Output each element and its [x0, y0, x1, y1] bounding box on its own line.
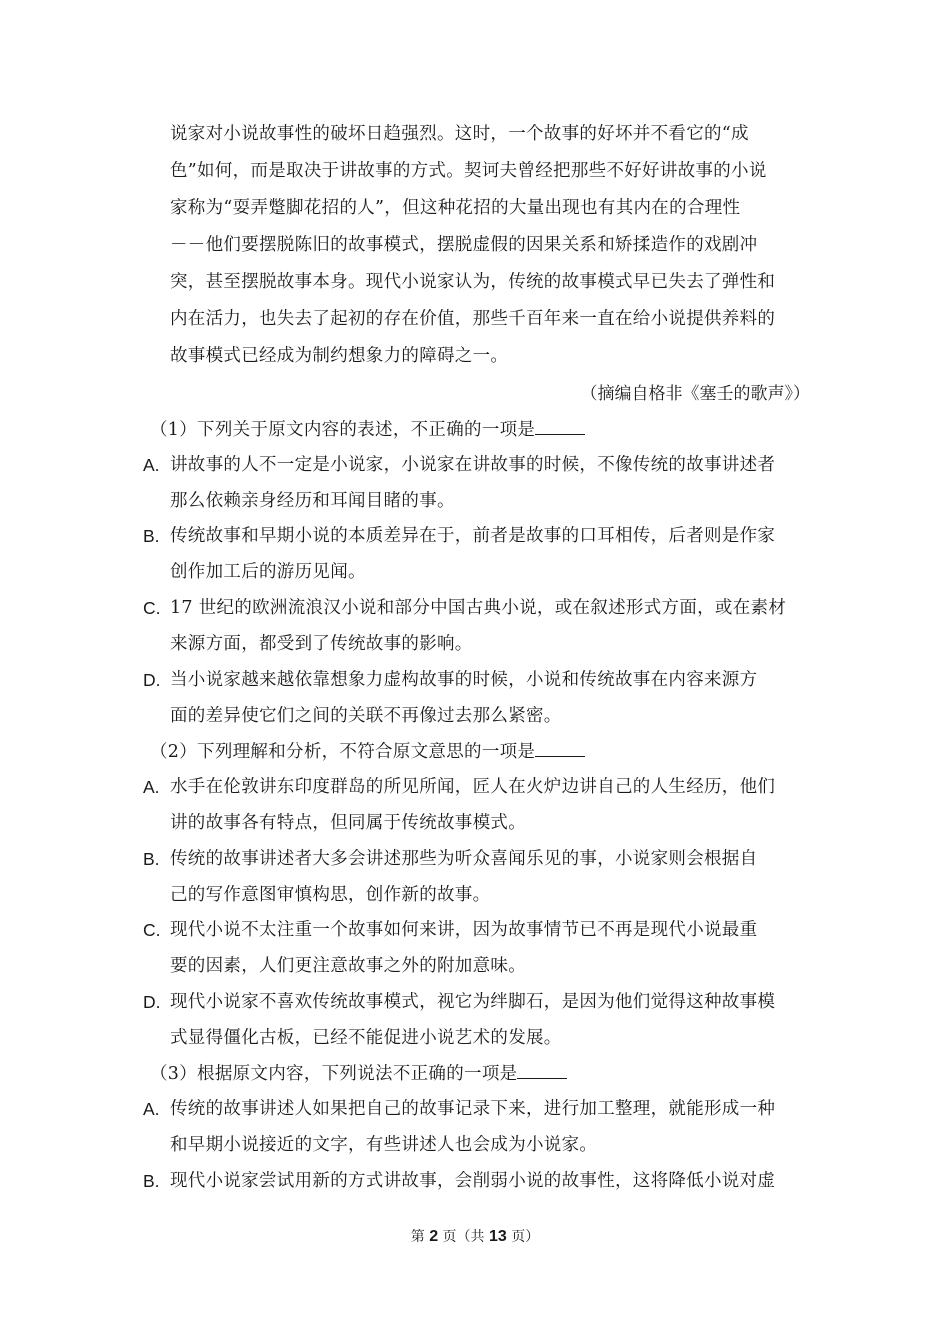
option-line: 讲的故事各有特点，但同属于传统故事模式。	[170, 813, 526, 833]
footer-middle: 页（共	[438, 1229, 489, 1245]
option-letter: D.	[143, 670, 161, 690]
option-line: 创作加工后的游历见闻。	[170, 562, 366, 582]
option-line: 来源方面，都受到了传统故事的影响。	[170, 634, 473, 654]
question-stem-text: （3）根据原文内容，下列说法不正确的一项是	[150, 1064, 518, 1084]
option-letter: A.	[143, 1099, 160, 1119]
question-3-stem	[150, 1056, 567, 1092]
option-line: 讲故事的人不一定是小说家，小说家在讲故事的时候，不像传统的故事讲述者	[170, 455, 776, 475]
passage-line: 故事模式已经成为制约想象力的障碍之一。	[170, 346, 509, 366]
option-line: 要的因素，人们更注意故事之外的附加意味。	[170, 956, 526, 976]
option-letter: B.	[143, 1171, 160, 1191]
option-line: 17 世纪的欧洲流浪汉小说和部分中国古典小说，或在叙述形式方面，或在素材	[170, 598, 787, 618]
option-letter: B.	[143, 849, 160, 869]
page-number: 2	[429, 1228, 439, 1245]
footer-suffix: 页）	[506, 1229, 540, 1245]
answer-blank	[535, 416, 585, 435]
page-footer	[0, 1226, 950, 1246]
option-line: 传统故事和早期小说的本质差异在于，前者是故事的口耳相传，后者则是作家	[170, 526, 776, 546]
option-line: 那么依赖亲身经历和耳闻目睹的事。	[170, 491, 455, 511]
passage-line: 突，甚至摆脱故事本身。现代小说家认为，传统的故事模式早已失去了弹性和	[170, 272, 776, 292]
option-line: 和早期小说接近的文字，有些讲述人也会成为小说家。	[170, 1135, 598, 1155]
option-letter: C.	[143, 598, 161, 618]
option-line: 现代小说家尝试用新的方式讲故事，会削弱小说的故事性，这将降低小说对虚	[170, 1171, 776, 1191]
passage-line: 内在活力，也失去了起初的存在价值，那些千百年来一直在给小说提供养料的	[170, 309, 776, 329]
passage-line: 家称为“耍弄蹩脚花招的人”，但这种花招的大量出现也有其内在的合理性	[170, 198, 741, 218]
option-line: 传统的故事讲述人如果把自己的故事记录下来，进行加工整理，就能形成一种	[170, 1099, 776, 1119]
passage-line: 色”如何，而是取决于讲故事的方式。契诃夫曾经把那些不好好讲故事的小说	[170, 161, 767, 181]
option-letter: C.	[143, 920, 161, 940]
option-line: 现代小说不太注重一个故事如何来讲，因为故事情节已不再是现代小说最重	[170, 920, 758, 940]
option-letter: B.	[143, 526, 160, 546]
question-stem-text: （1）下列关于原文内容的表述，不正确的一项是	[150, 420, 536, 440]
passage	[170, 116, 810, 375]
answer-blank	[517, 1060, 567, 1079]
option-line: 现代小说家不喜欢传统故事模式，视它为绊脚石，是因为他们觉得这种故事模	[170, 992, 776, 1012]
option-letter: D.	[143, 992, 161, 1012]
question-stem-text: （2）下列理解和分析，不符合原文意思的一项是	[150, 742, 536, 762]
option-letter: A.	[143, 455, 160, 475]
question-1-stem	[150, 412, 585, 448]
option-line: 传统的故事讲述者大多会讲述那些为听众喜闻乐见的事，小说家则会根据自	[170, 849, 758, 869]
option-line: 水手在伦敦讲东印度群岛的所见所闻，匠人在火炉边讲自己的人生经历，他们	[170, 777, 776, 797]
question-2-stem	[150, 734, 585, 770]
answer-blank	[535, 738, 585, 757]
option-line: 己的写作意图审慎构思，创作新的故事。	[170, 885, 491, 905]
option-line: 式显得僵化古板，已经不能促进小说艺术的发展。	[170, 1028, 562, 1048]
option-line: 面的差异使它们之间的关联不再像过去那么紧密。	[170, 706, 562, 726]
source-citation: （摘编自格非《塞壬的歌声》）	[580, 384, 810, 404]
passage-line: 说家对小说故事性的破坏日趋强烈。这时，一个故事的好坏并不看它的“成	[170, 124, 749, 144]
passage-line: －－他们要摆脱陈旧的故事模式，摆脱虚假的因果关系和矫揉造作的戏剧冲	[170, 235, 758, 255]
footer-prefix: 第	[410, 1229, 430, 1245]
option-line: 当小说家越来越依靠想象力虚构故事的时候，小说和传统故事在内容来源方	[170, 670, 758, 690]
option-letter: A.	[143, 777, 160, 797]
page-total: 13	[489, 1228, 507, 1245]
